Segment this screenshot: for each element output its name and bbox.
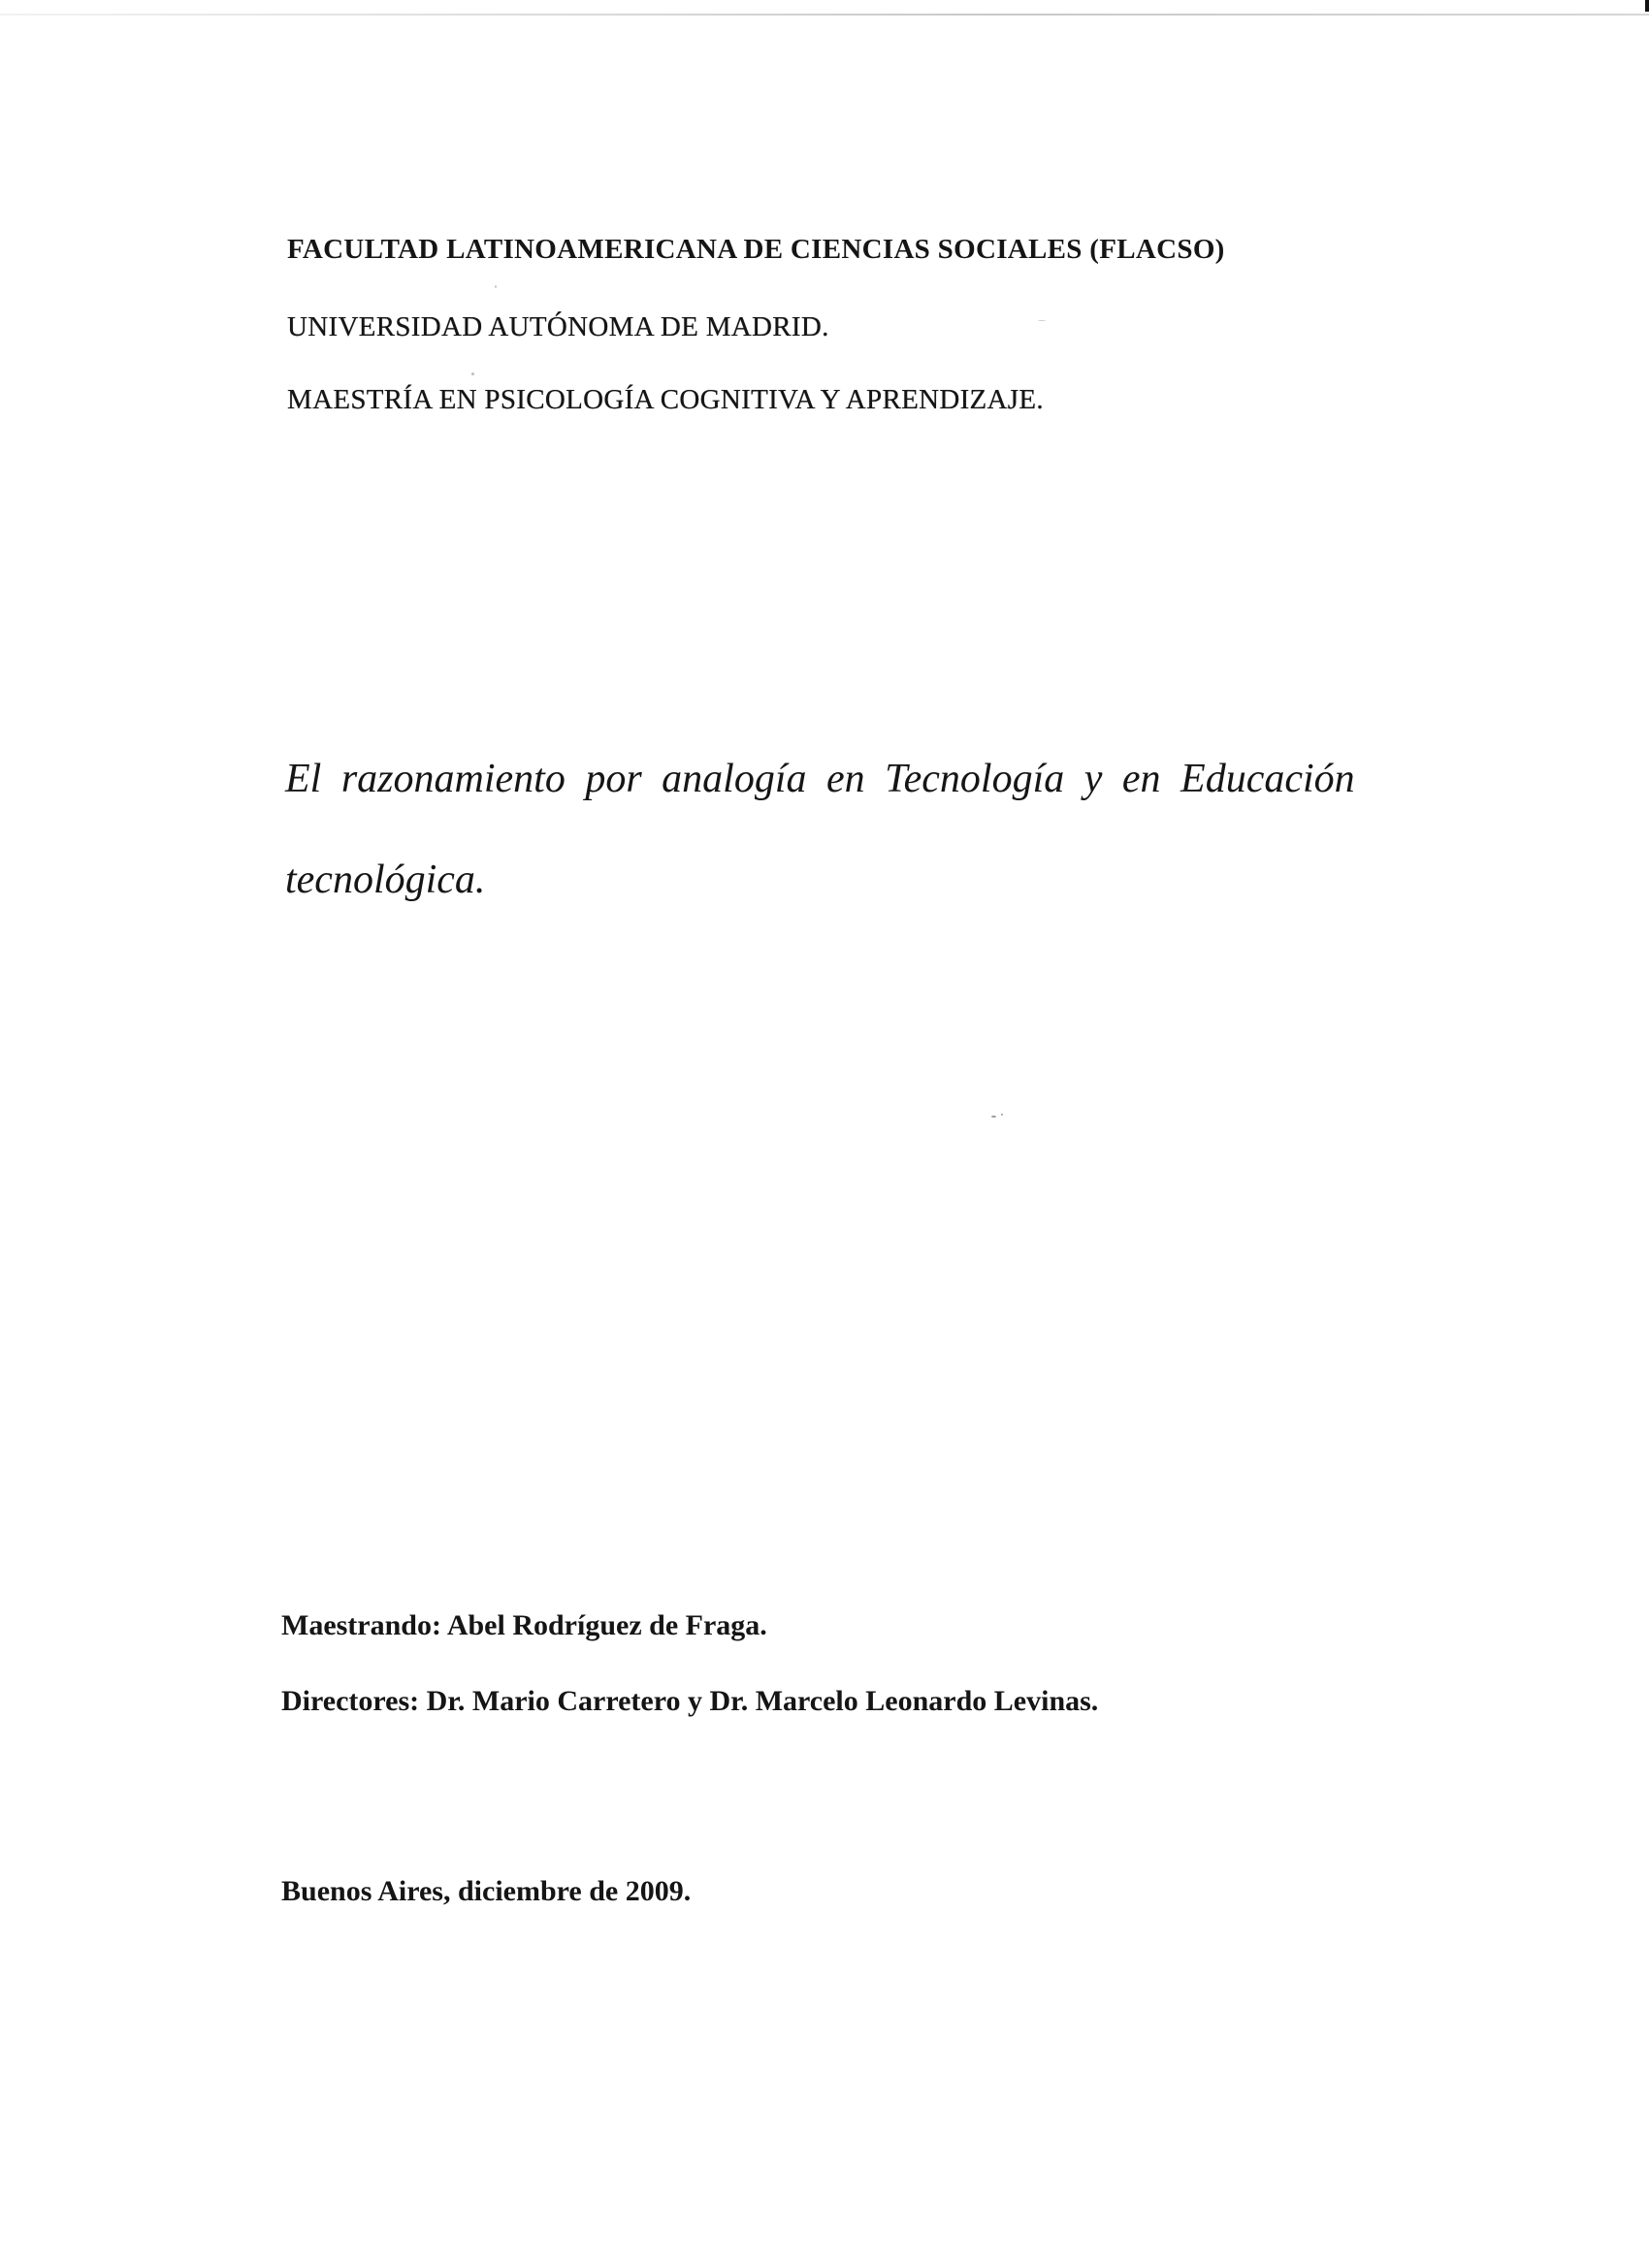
title-line-1: El razonamiento por analogía en Tecnología y en Educación: [285, 757, 1355, 801]
place-date-line: Buenos Aires, diciembre de 2009.: [281, 1875, 692, 1907]
university-name: UNIVERSIDAD AUTÓNOMA DE MADRID.: [287, 311, 829, 342]
directors-line: Directores: Dr. Mario Carretero y Dr. Marcelo Leonardo Levinas.: [281, 1685, 1099, 1717]
scan-top-edge: [0, 14, 1649, 16]
institution-name: FACULTAD LATINOAMERICANA DE CIENCIAS SOCIALES (FLACSO): [287, 234, 1225, 265]
scan-speck: [1038, 320, 1046, 321]
scan-corner-mark: [1645, 0, 1649, 12]
scan-speck: [471, 373, 474, 375]
scan-speck: [1001, 1114, 1003, 1116]
program-name: MAESTRÍA EN PSICOLOGÍA COGNITIVA Y APRENDIZAJE.: [287, 384, 1044, 415]
student-line: Maestrando: Abel Rodríguez de Fraga.: [281, 1609, 767, 1641]
scan-speck: [495, 285, 497, 288]
title-line-2: tecnológica.: [285, 858, 486, 902]
scan-speck: [991, 1116, 996, 1118]
